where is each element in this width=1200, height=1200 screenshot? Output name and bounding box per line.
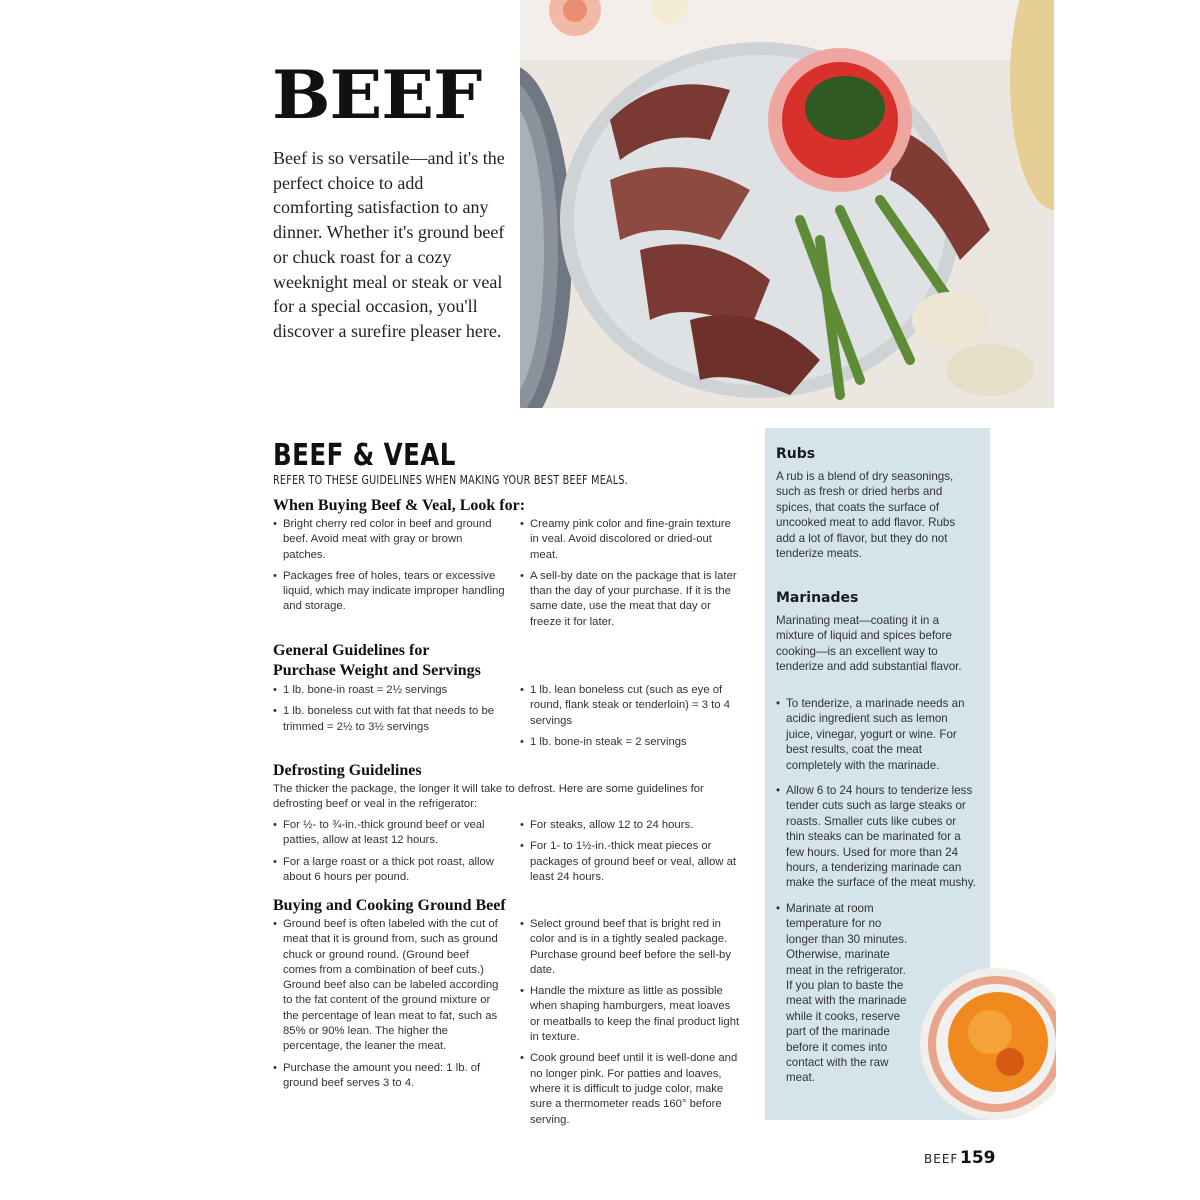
list-item: • Creamy pink color and fine-grain texture in veal. Avoid discolored or dried-out meat. [520,517,742,563]
defrosting-left-list [273,818,505,891]
list-item: • Select ground beef that is bright red in color and is in a tightly sealed package. Purchase ground beef before the sell-by date. [520,917,742,978]
list-item: • For ½- to ¾-in.-thick ground beef or veal patties, allow at least 12 hours. [273,818,505,849]
list-item: • Packages free of holes, tears or excessive liquid, which may indicate improper handling and storage. [273,569,505,615]
ground-beef-left-list [273,917,505,1097]
list-item: • 1 lb. bone-in roast = 2½ servings [273,683,505,698]
running-footer: BEEF [924,1152,959,1166]
defrosting-right-list [520,818,742,891]
defrosting-heading: Defrosting Guidelines [273,762,422,779]
servings-heading-line-2: Purchase Weight and Servings [273,662,481,679]
page-number: 159 [960,1148,996,1168]
list-item: • Marinate at room temperature for no longer than 30 minutes. Otherwise, marinate meat in the refrigerator. If you plan to baste the meat with the marinade while it cooks, reserve part of the marinade before it comes into contact with the raw meat. [776,901,976,1086]
servings-right-list [520,683,742,756]
list-item: • For a large roast or a thick pot roast, allow about 6 hours per pound. [273,855,505,886]
buying-right-list [520,517,742,636]
list-item: • Ground beef is often labeled with the cut of meat that it is ground from, such as ground chuck or ground round. (Ground beef comes from a combination of beef cuts.) Ground beef also can be labeled according to the fat content of the ground mixture or the percentage of lean meat to fat, such as 85% or 90% lean. The higher the percentage, the leaner the meat. [273,917,505,1055]
ground-beef-right-list [520,917,742,1134]
buying-heading: When Buying Beef & Veal, Look for: [273,497,526,514]
list-item: • Purchase the amount you need: 1 lb. of ground beef serves 3 to 4. [273,1061,505,1092]
rubs-text: A rub is a blend of dry seasonings, such as fresh or dried herbs and spices, that coats the surface of uncooked meat to add flavor. Rubs add a lot of flavor, but they do not tenderize meats. [776,470,956,561]
servings-heading-line-1: General Guidelines for [273,642,430,659]
hero-photo-grilled-steak [520,0,1054,408]
marinade-bowl-photo [920,962,1056,1127]
list-item: • Bright cherry red color in beef and ground beef. Avoid meat with gray or brown patches. [273,517,505,563]
section-subtitle: REFER TO THESE GUIDELINES WHEN MAKING YOUR BEST BEEF MEALS. [273,473,629,487]
list-item: • A sell-by date on the package that is later than the day of your purchase. If it is the same date, use the meat that day or freeze it for later. [520,569,742,630]
page-title: BEEF [272,56,482,134]
section-title: BEEF & VEAL [273,438,456,473]
list-item: • 1 lb. boneless cut with fat that needs to be trimmed = 2½ to 3½ servings [273,704,505,735]
defrosting-intro: The thicker the package, the longer it will take to defrost. Here are some guidelines for defrosting beef or veal in the refrigerator: [273,783,704,811]
rubs-heading: Rubs [776,446,816,462]
marinades-heading: Marinades [776,590,859,606]
buying-left-list [273,517,505,621]
list-item: • 1 lb. lean boneless cut (such as eye of round, flank steak or tenderloin) = 3 to 4 servings [520,683,742,729]
list-item: • For steaks, allow 12 to 24 hours. [520,818,742,833]
list-item: • 1 lb. bone-in steak = 2 servings [520,735,742,750]
list-item: • Allow 6 to 24 hours to tenderize less tender cuts such as large steaks or roasts. Smaller cuts like cubes or thin steaks can be marinated for a few hours. Used for more than 24 hours, a tenderizing marinade can make the surface of the meat mushy. [776,783,976,891]
servings-heading [273,641,573,681]
list-item: • Handle the mixture as little as possible when shaping hamburgers, meat loaves or meatballs to keep the final product light in texture. [520,984,742,1045]
list-item: • For 1- to 1½-in.-thick meat pieces or packages of ground beef or veal, allow at least 24 hours. [520,839,742,885]
marinades-intro: Marinating meat—coating it in a mixture of liquid and spices before cooking—is an excellent way to tenderize and add substantial flavor. [776,614,962,674]
list-item: • To tenderize, a marinade needs an acidic ingredient such as lemon juice, vinegar, yogurt or wine. For best results, coat the meat completely with the marinade. [776,696,976,773]
ground-beef-heading: Buying and Cooking Ground Beef [273,897,506,914]
servings-left-list [273,683,505,741]
list-item: • Cook ground beef until it is well-done and no longer pink. For patties and loaves, where it is difficult to judge color, make sure a thermometer reads 160° before serving. [520,1051,742,1127]
intro-paragraph: Beef is so versatile—and it's the perfect choice to add comforting satisfaction to any dinner. Whether it's ground beef or chuck roast for a cozy weeknight meal or steak or veal for a special occasion, you'll discover a surefire pleaser here. [273,148,505,341]
